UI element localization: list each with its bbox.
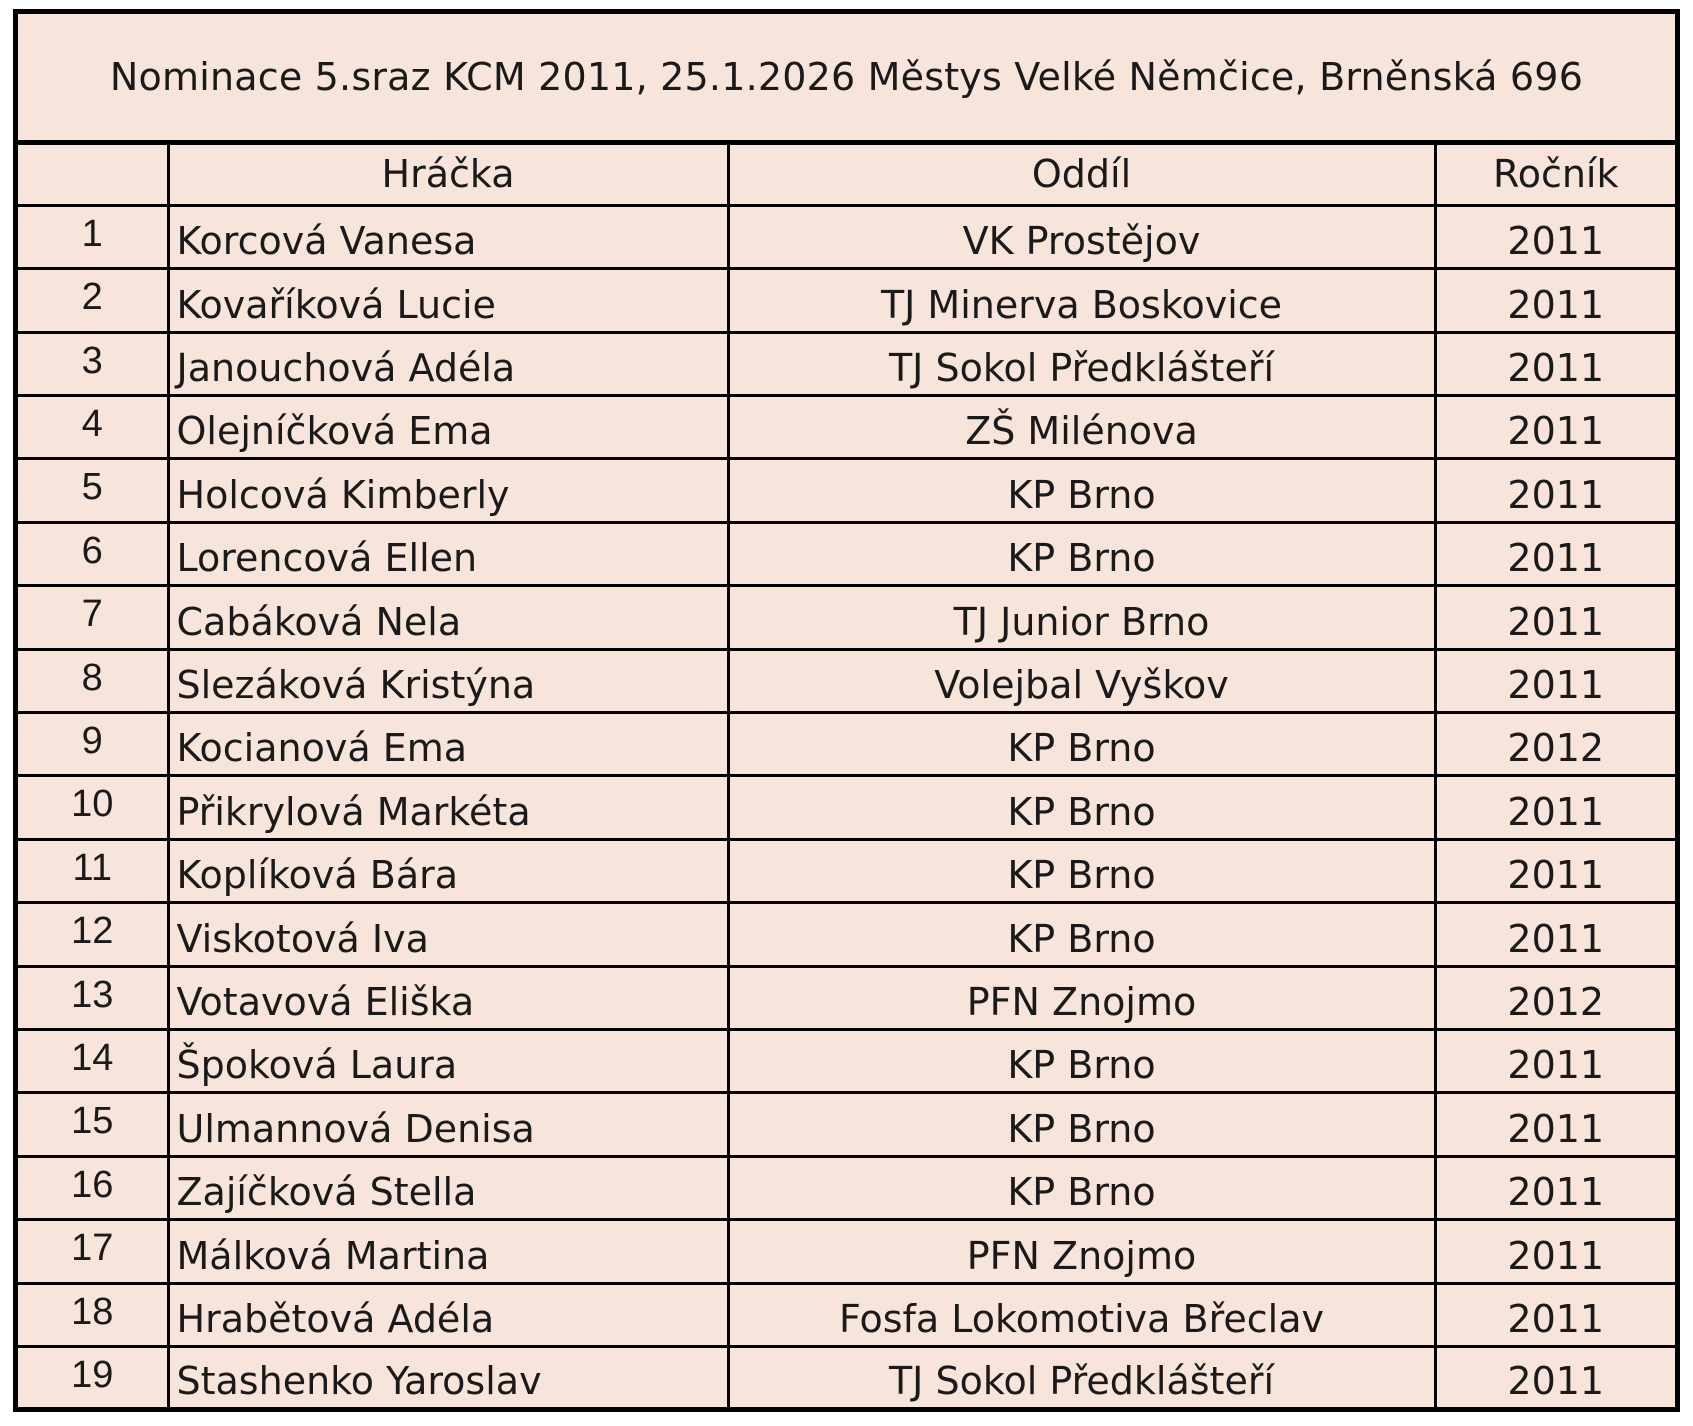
birth-year: 2012 (1435, 713, 1675, 776)
club-name: TJ Sokol Předklášteří (728, 332, 1435, 395)
table-row (18, 776, 1675, 839)
table-row (18, 1346, 1675, 1407)
birth-year: 2011 (1435, 396, 1675, 459)
row-number: 10 (18, 776, 168, 839)
nomination-sheet (13, 9, 1680, 1412)
birth-year: 2011 (1435, 205, 1675, 268)
club-name: KP Brno (728, 713, 1435, 776)
player-name: Ulmannová Denisa (168, 1093, 728, 1156)
club-name: KP Brno (728, 776, 1435, 839)
row-number: 16 (18, 1156, 168, 1219)
club-name: KP Brno (728, 459, 1435, 522)
row-number: 11 (18, 839, 168, 902)
player-name: Olejníčková Ema (168, 396, 728, 459)
row-number: 1 (18, 205, 168, 268)
table-row (18, 649, 1675, 712)
player-name: Přikrylová Markéta (168, 776, 728, 839)
player-name: Kovaříková Lucie (168, 269, 728, 332)
birth-year: 2011 (1435, 522, 1675, 585)
birth-year: 2011 (1435, 459, 1675, 522)
table-row (18, 332, 1675, 395)
player-name: Špoková Laura (168, 1029, 728, 1092)
club-name: Fosfa Lokomotiva Břeclav (728, 1283, 1435, 1346)
birth-year: 2011 (1435, 586, 1675, 649)
birth-year: 2011 (1435, 1346, 1675, 1407)
club-name: TJ Minerva Boskovice (728, 269, 1435, 332)
club-name: KP Brno (728, 839, 1435, 902)
birth-year: 2011 (1435, 269, 1675, 332)
table-header-row (18, 145, 1675, 205)
club-name: TJ Sokol Předklášteří (728, 1346, 1435, 1407)
table-row (18, 839, 1675, 902)
player-name: Lorencová Ellen (168, 522, 728, 585)
player-name: Zajíčková Stella (168, 1156, 728, 1219)
row-number: 2 (18, 269, 168, 332)
birth-year: 2011 (1435, 839, 1675, 902)
club-name: PFN Znojmo (728, 966, 1435, 1029)
table-row (18, 1029, 1675, 1092)
club-name: Volejbal Vyškov (728, 649, 1435, 712)
birth-year: 2011 (1435, 1283, 1675, 1346)
roster-table (18, 145, 1675, 1407)
row-number: 5 (18, 459, 168, 522)
player-name: Kocianová Ema (168, 713, 728, 776)
club-name: KP Brno (728, 1029, 1435, 1092)
table-row (18, 269, 1675, 332)
club-name: VK Prostějov (728, 205, 1435, 268)
column-header-player: Hráčka (168, 145, 728, 205)
player-name: Votavová Eliška (168, 966, 728, 1029)
table-row (18, 713, 1675, 776)
table-row (18, 1156, 1675, 1219)
row-number: 6 (18, 522, 168, 585)
birth-year: 2012 (1435, 966, 1675, 1029)
row-number: 19 (18, 1346, 168, 1407)
row-number: 8 (18, 649, 168, 712)
row-number: 13 (18, 966, 168, 1029)
player-name: Koplíková Bára (168, 839, 728, 902)
player-name: Viskotová Iva (168, 903, 728, 966)
column-header-club: Oddíl (728, 145, 1435, 205)
birth-year: 2011 (1435, 776, 1675, 839)
table-row (18, 396, 1675, 459)
table-row (18, 1220, 1675, 1283)
club-name: KP Brno (728, 1093, 1435, 1156)
birth-year: 2011 (1435, 649, 1675, 712)
club-name: KP Brno (728, 903, 1435, 966)
birth-year: 2011 (1435, 1156, 1675, 1219)
sheet-title: Nominace 5.sraz KCM 2011, 25.1.2026 Městys Velké Němčice, Brněnská 696 (18, 14, 1675, 145)
birth-year: 2011 (1435, 903, 1675, 966)
table-row (18, 205, 1675, 268)
player-name: Hrabětová Adéla (168, 1283, 728, 1346)
row-number: 9 (18, 713, 168, 776)
table-row (18, 903, 1675, 966)
table-row (18, 586, 1675, 649)
row-number: 4 (18, 396, 168, 459)
birth-year: 2011 (1435, 332, 1675, 395)
birth-year: 2011 (1435, 1029, 1675, 1092)
club-name: KP Brno (728, 1156, 1435, 1219)
player-name: Korcová Vanesa (168, 205, 728, 268)
birth-year: 2011 (1435, 1093, 1675, 1156)
table-row (18, 1283, 1675, 1346)
table-row (18, 459, 1675, 522)
player-name: Slezáková Kristýna (168, 649, 728, 712)
row-number: 14 (18, 1029, 168, 1092)
row-number: 17 (18, 1220, 168, 1283)
table-row (18, 966, 1675, 1029)
row-number: 18 (18, 1283, 168, 1346)
row-number: 12 (18, 903, 168, 966)
player-name: Stashenko Yaroslav (168, 1346, 728, 1407)
player-name: Cabáková Nela (168, 586, 728, 649)
club-name: KP Brno (728, 522, 1435, 585)
club-name: TJ Junior Brno (728, 586, 1435, 649)
player-name: Holcová Kimberly (168, 459, 728, 522)
player-name: Málková Martina (168, 1220, 728, 1283)
club-name: ZŠ Milénova (728, 396, 1435, 459)
table-row (18, 1093, 1675, 1156)
column-header-year: Ročník (1435, 145, 1675, 205)
birth-year: 2011 (1435, 1220, 1675, 1283)
row-number: 15 (18, 1093, 168, 1156)
table-row (18, 522, 1675, 585)
row-number: 3 (18, 332, 168, 395)
club-name: PFN Znojmo (728, 1220, 1435, 1283)
column-header-number (18, 145, 168, 205)
player-name: Janouchová Adéla (168, 332, 728, 395)
row-number: 7 (18, 586, 168, 649)
